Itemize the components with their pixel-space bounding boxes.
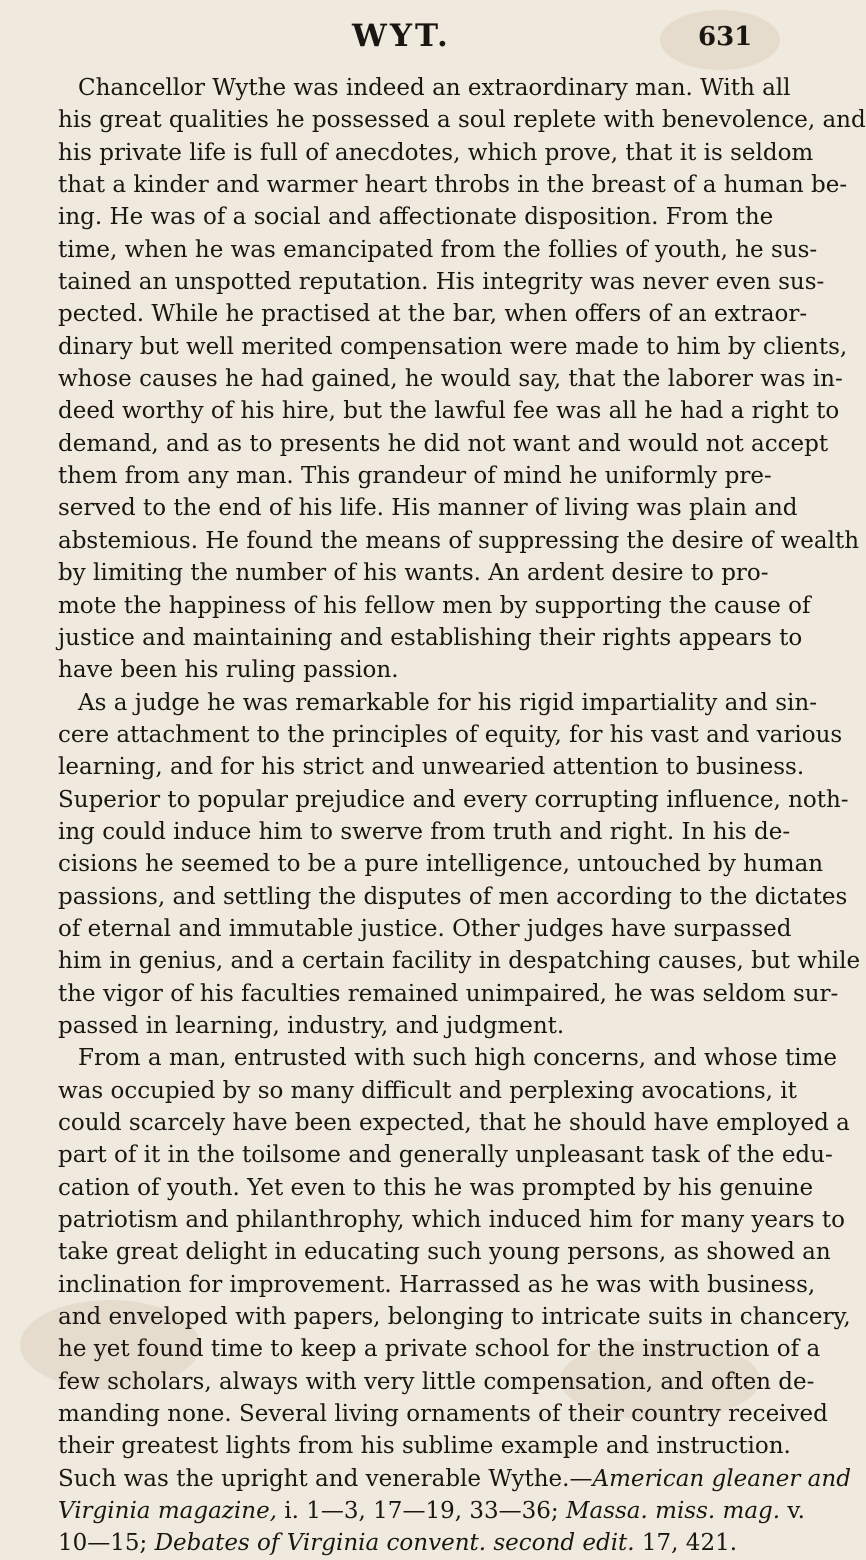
text-line: ing. He was of a social and affectionate disposition. From the [58,204,774,231]
paragraph [58,72,866,687]
text-line: passions, and settling the disputes of men according to the dictates [58,883,848,910]
text-line: abstemious. He found the means of suppressing the desire of wealth [58,527,860,554]
text-line: his great qualities he possessed a soul replete with benevolence, and [58,107,866,134]
text-line: deed worthy of his hire, but the lawful fee was all he had a right to [58,398,840,425]
citation-source: Massa. miss. mag. [565,1498,781,1525]
citation-source: American gleaner and [592,1465,851,1492]
page-number: 631 [698,22,753,52]
text-line: served to the end of his life. His manner of living was plain and [58,495,798,522]
text-line-with-citation [58,1463,851,1495]
text-line: patriotism and philanthrophy, which induced him for many years to [58,1207,845,1234]
text-line: the vigor of his faculties remained unimpaired, he was seldom sur- [58,980,839,1007]
text-line: their greatest lights from his sublime example and instruction. [58,1433,791,1460]
text-line: pected. While he practised at the bar, when offers of an extraor- [58,301,808,328]
text-line: was occupied by so many difficult and perplexing avocations, it [58,1077,797,1104]
paragraph [58,687,861,1043]
text-line: part of it in the toilsome and generally unpleasant task of the edu- [58,1142,833,1169]
citation-reference: v. [780,1498,805,1525]
text-line: them from any man. This grandeur of mind he uniformly pre- [58,463,772,490]
citation-reference: i. 1—3, 17—19, 33—36; [277,1498,566,1525]
citation-reference: 10—15; [58,1530,155,1557]
text-line: have been his ruling passion. [58,657,399,684]
citation-source: Virginia magazine, [58,1498,277,1525]
text-line: him in genius, and a certain facility in despatching causes, but while [58,948,861,975]
text-line: cere attachment to the principles of equity, for his vast and various [58,721,843,748]
text-line: cisions he seemed to be a pure intelligence, untouched by human [58,851,824,878]
text-line: manding none. Several living ornaments of their country received [58,1401,828,1428]
text-line: From a man, entrusted with such high concerns, and whose time [78,1045,838,1072]
text-line: cation of youth. Yet even to this he was prompted by his genuine [58,1174,814,1201]
text-line: mote the happiness of his fellow men by supporting the cause of [58,592,811,619]
citation-reference: 17, 421. [634,1530,738,1557]
text-line: of eternal and immutable justice. Other judges have surpassed [58,915,792,942]
text-line: justice and maintaining and establishing their rights appears to [58,624,803,651]
citation-source: Debates of Virginia convent. second edit. [154,1530,635,1557]
text-fragment: Such was the upright and venerable Wythe.— [58,1465,593,1492]
paragraph [58,1042,851,1560]
citation-line [58,1527,758,1559]
text-line: and enveloped with papers, belonging to intricate suits in chancery, [58,1304,851,1331]
text-line: demand, and as to presents he did not want and would not accept [58,430,829,457]
body-text [58,72,866,1560]
text-line: Superior to popular prejudice and every corrupting influence, noth- [58,786,849,813]
citation-line [58,1495,805,1527]
text-line: few scholars, always with very little compensation, and often de- [58,1368,815,1395]
text-line: tained an unspotted reputation. His integrity was never even sus- [58,269,825,296]
text-line: his private life is full of anecdotes, which prove, that it is seldom [58,139,814,166]
text-line: inclination for improvement. Harrassed as he was with business, [58,1271,816,1298]
text-line: time, when he was emancipated from the follies of youth, he sus- [58,236,818,263]
text-line: passed in learning, industry, and judgment. [58,1012,565,1039]
text-line: ing could induce him to swerve from truth and right. In his de- [58,818,791,845]
text-line: whose causes he had gained, he would say, that the laborer was in- [58,366,843,393]
text-line: that a kinder and warmer heart throbs in the breast of a human be- [58,172,848,199]
text-line: Chancellor Wythe was indeed an extraordinary man. With all [78,75,791,101]
text-line: dinary but well merited compensation were made to him by clients, [58,333,848,360]
text-line: As a judge he was remarkable for his rigid impartiality and sin- [78,689,817,716]
text-line: by limiting the number of his wants. An ardent desire to pro- [58,560,769,587]
text-line: he yet found time to keep a private school for the instruction of a [58,1336,821,1363]
text-line: learning, and for his strict and unwearied attention to business. [58,754,805,781]
text-line: could scarcely have been expected, that he should have employed a [58,1110,850,1136]
page-header [0,18,800,58]
running-head: WYT. [352,18,451,54]
text-line: take great delight in educating such young persons, as showed an [58,1239,831,1266]
